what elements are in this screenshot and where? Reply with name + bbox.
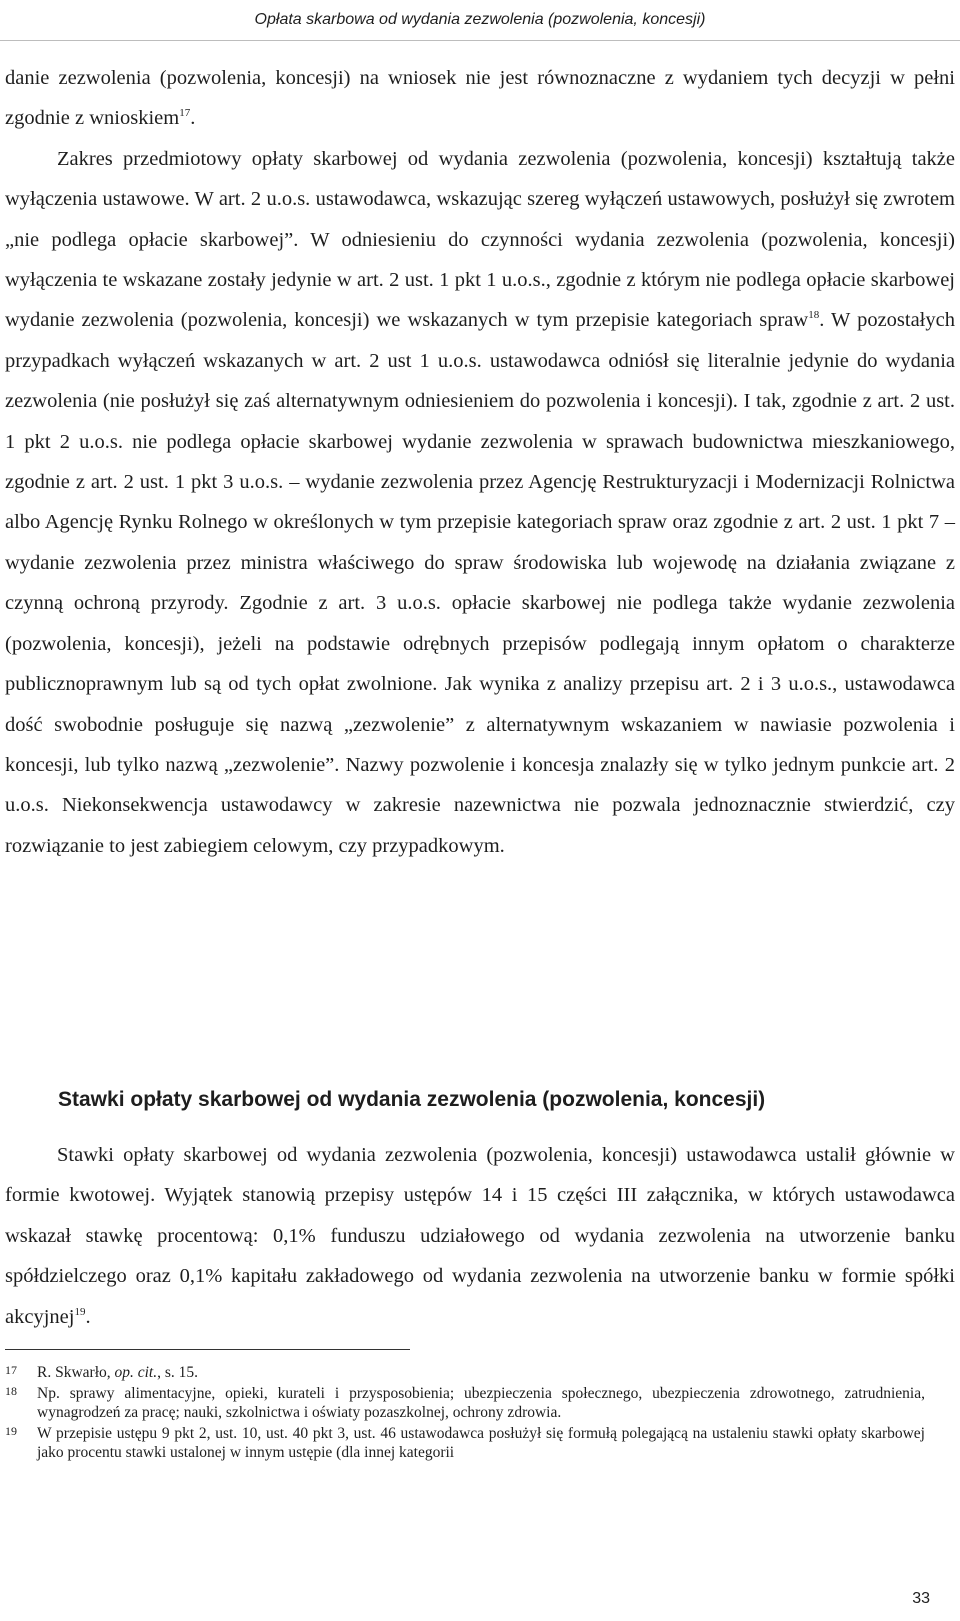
footnote-italic-text: op. cit. (114, 1364, 158, 1381)
paragraph-text: danie zezwolenia (pozwolenia, koncesji) na wniosek nie jest równoznaczne z wydaniem tych decyzji w pełni zgodnie z wnioskiem (5, 67, 955, 130)
footnote-number: 18 (5, 1383, 17, 1398)
footnote-number: 19 (5, 1423, 17, 1438)
section-heading: Stawki opłaty skarbowej od wydania zezwolenia (pozwolenia, koncesji) (58, 1088, 766, 1111)
footnote-ref[interactable]: 18 (808, 309, 820, 322)
footnote-text-part: , s. 15. (157, 1364, 199, 1381)
footnote-text: W przepisie ustępu 9 pkt 2, ust. 10, ust. 40 pkt 3, ust. 46 ustawodawca posłużył się formułą polegającą na ustaleniu stawki opłaty skarbowej jako procentu stawki ustalonej w innym ustępie (dla innej kategorii (37, 1424, 925, 1461)
footnote-text (37, 1363, 925, 1383)
header-divider (0, 40, 960, 41)
paragraph-end: . (85, 1305, 91, 1328)
footnote-ref[interactable]: 19 (74, 1305, 86, 1318)
paragraph-text: Zakres przedmiotowy opłaty skarbowej od wydania zezwolenia (pozwolenia, koncesji) kształtują także wyłączenia ustawowe. W art. 2 u.o.s. ustawodawca, wskazując szereg wyłączeń ustawowych, posłużył się zwrotem „nie podlega opłacie skarbowej”. W odniesieniu do czynności wydania zezwolenia (pozwolenia, koncesji) wyłączenia te wskazane zostały jedynie w art. 2 ust. 1 pkt 1 u.o.s., zgodnie z którym nie podlega opłacie skarbowej wydanie zezwolenia (pozwolenia, koncesji) we wskazanych w tym przepisie kategoriach spraw (5, 147, 955, 332)
footnotes (5, 1363, 925, 1464)
footnote (5, 1363, 925, 1383)
footnote (5, 1384, 925, 1423)
running-header: Opłata skarbowa od wydania zezwolenia (pozwolenia, koncesji) (254, 11, 706, 28)
section-text (5, 1135, 955, 1337)
footnote-divider (5, 1349, 410, 1350)
paragraph-end: . (190, 107, 196, 130)
paragraph-text: Stawki opłaty skarbowej od wydania zezwolenia (pozwolenia, koncesji) ustawodawca ustalił głównie w formie kwotowej. Wyjątek stanowią przepisy ustępów 14 i 15 części III załącznika, w których ustawodawca wskazał stawkę procentową: 0,1% funduszu udziałowego od wydania zezwolenia na utworzenie banku spółdzielczego oraz 0,1% kapitału zakładowego od wydania zezwolenia na utworzenie banku w formie spółki akcyjnej (5, 1144, 955, 1328)
main-text (5, 58, 955, 866)
footnote (5, 1424, 925, 1463)
page-number: 33 (912, 1590, 930, 1607)
paragraph (5, 1135, 955, 1337)
footnote-text: Np. sprawy alimentacyjne, opieki, kurateli i przysposobienia; ubezpieczenia społecznego, ubezpieczenia zdrowotnego, zatrudnienia, wynagrodzeń za pracę; nauki, szkolnictwa i oświaty pozaszkolnej, ochrony zdrowia. (37, 1384, 925, 1421)
footnote-number: 17 (5, 1363, 17, 1377)
paragraph (5, 139, 955, 866)
footnote-text-part: R. Skwarło, (37, 1364, 115, 1381)
paragraph-continuation (5, 58, 955, 139)
footnote-ref[interactable]: 17 (179, 107, 191, 120)
paragraph-text: . W pozostałych przypadkach wyłączeń wskazanych w art. 2 ust 1 u.o.s. ustawodawca odniósł się literalnie jedynie do wydania zezwolenia (nie posłużył się zaś alternatywnym odniesieniem do pozwolenia i koncesji). I tak, zgodnie z art. 2 ust. 1 pkt 2 u.o.s. nie podlega opłacie skarbowej wydanie zezwolenia w sprawach budownictwa mieszkaniowego, zgodnie z art. 2 ust. 1 pkt 3 u.o.s. – wydanie zezwolenia przez Agencję Restrukturyzacji i Modernizacji Rolnictwa albo Agencję Rynku Rolnego w określonych w tym przepisie kategoriach spraw oraz zgodnie z art. 2 ust. 1 pkt 7 – wydanie zezwolenia przez ministra właściwego do spraw środowiska lub wojewodę na działania związane z czynną ochroną przyrody. Zgodnie z art. 3 u.o.s. opłacie skarbowej nie podlega także wydanie zezwolenia (pozwolenia, koncesji), jeżeli na podstawie odrębnych przepisów podlegają innym opłatom o charakterze publicznoprawnym lub są od tych opłat zwolnione. Jak wynika z analizy przepisu art. 2 i 3 u.o.s., ustawodawca dość swobodnie posługuje się nazwą „zezwolenie” z alternatywnym wskazaniem w nawiasie pozwolenia i koncesji, lub tylko nazwą „zezwolenie”. Nazwy pozwolenie i koncesja znalazły się w tylko jednym punkcie art. 2 u.o.s. Niekonsekwencja ustawodawcy w zakresie nazewnictwa nie pozwala jednoznacznie stwierdzić, czy rozwiązanie to jest zabiegiem celowym, czy przypadkowym. (5, 309, 955, 857)
